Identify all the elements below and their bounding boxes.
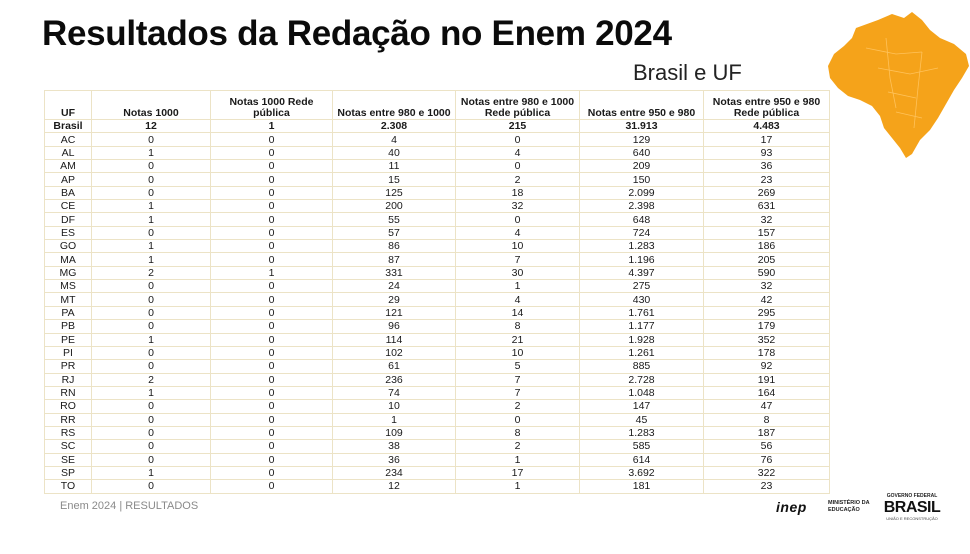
value-cell: 585 xyxy=(580,440,704,453)
value-cell: 0 xyxy=(211,240,333,253)
value-cell: 1.928 xyxy=(580,333,704,346)
gov-logo-top: GOVERNO FEDERAL xyxy=(886,493,938,499)
value-cell: 8 xyxy=(456,426,580,439)
value-cell: 21 xyxy=(456,333,580,346)
value-cell: 7 xyxy=(456,253,580,266)
uf-cell: MG xyxy=(45,266,92,279)
value-cell: 57 xyxy=(333,226,456,239)
uf-cell: GO xyxy=(45,240,92,253)
value-cell: 40 xyxy=(333,146,456,159)
value-cell: 164 xyxy=(704,386,830,399)
value-cell: 2.398 xyxy=(580,200,704,213)
value-cell: 10 xyxy=(456,240,580,253)
value-cell: 147 xyxy=(580,400,704,413)
table-row xyxy=(45,213,830,226)
value-cell: 0 xyxy=(211,253,333,266)
value-cell: 0 xyxy=(92,186,211,199)
value-cell: 30 xyxy=(456,266,580,279)
value-cell: 150 xyxy=(580,173,704,186)
value-cell: 0 xyxy=(456,133,580,146)
value-cell: 1.283 xyxy=(580,240,704,253)
value-cell: 0 xyxy=(211,160,333,173)
value-cell: 1 xyxy=(92,240,211,253)
page-subtitle: Brasil e UF xyxy=(633,60,742,85)
value-cell: 0 xyxy=(211,400,333,413)
value-cell: 32 xyxy=(456,200,580,213)
value-cell: 269 xyxy=(704,186,830,199)
value-cell: 96 xyxy=(333,320,456,333)
value-cell: 12 xyxy=(333,480,456,493)
table-row xyxy=(45,426,830,439)
value-cell: 102 xyxy=(333,346,456,359)
value-cell: 1.261 xyxy=(580,346,704,359)
value-cell: 590 xyxy=(704,266,830,279)
value-cell: 0 xyxy=(211,466,333,479)
value-cell: 0 xyxy=(211,373,333,386)
value-cell: 4 xyxy=(333,133,456,146)
value-cell: 631 xyxy=(704,200,830,213)
value-cell: 0 xyxy=(92,480,211,493)
value-cell: 0 xyxy=(211,440,333,453)
value-cell: 0 xyxy=(456,213,580,226)
value-cell: 295 xyxy=(704,306,830,319)
value-cell: 1 xyxy=(92,146,211,159)
uf-cell: SE xyxy=(45,453,92,466)
table-row xyxy=(45,146,830,159)
value-cell: 1 xyxy=(92,466,211,479)
value-cell: 234 xyxy=(333,466,456,479)
value-cell: 2 xyxy=(456,440,580,453)
value-cell: 4.483 xyxy=(704,120,830,133)
value-cell: 0 xyxy=(211,133,333,146)
value-cell: 61 xyxy=(333,360,456,373)
governo-federal-logo xyxy=(882,493,942,521)
value-cell: 0 xyxy=(92,360,211,373)
value-cell: 1 xyxy=(92,213,211,226)
uf-cell: RJ xyxy=(45,373,92,386)
value-cell: 93 xyxy=(704,146,830,159)
value-cell: 18 xyxy=(456,186,580,199)
value-cell: 236 xyxy=(333,373,456,386)
value-cell: 1 xyxy=(456,280,580,293)
value-cell: 0 xyxy=(92,280,211,293)
value-cell: 0 xyxy=(211,306,333,319)
gov-logo-bottom: UNIÃO E RECONSTRUÇÃO xyxy=(886,516,938,521)
value-cell: 191 xyxy=(704,373,830,386)
table-row xyxy=(45,440,830,453)
table-row xyxy=(45,320,830,333)
value-cell: 1 xyxy=(92,333,211,346)
value-cell: 0 xyxy=(92,320,211,333)
value-cell: 2.099 xyxy=(580,186,704,199)
value-cell: 17 xyxy=(456,466,580,479)
table-row xyxy=(45,186,830,199)
value-cell: 614 xyxy=(580,453,704,466)
value-cell: 1.196 xyxy=(580,253,704,266)
value-cell: 1.048 xyxy=(580,386,704,399)
value-cell: 0 xyxy=(211,146,333,159)
value-cell: 0 xyxy=(211,200,333,213)
value-cell: 179 xyxy=(704,320,830,333)
value-cell: 352 xyxy=(704,333,830,346)
value-cell: 430 xyxy=(580,293,704,306)
table-header-row xyxy=(45,91,830,120)
value-cell: 15 xyxy=(333,173,456,186)
uf-cell: RN xyxy=(45,386,92,399)
value-cell: 36 xyxy=(704,160,830,173)
value-cell: 178 xyxy=(704,346,830,359)
value-cell: 36 xyxy=(333,453,456,466)
value-cell: 181 xyxy=(580,480,704,493)
value-cell: 55 xyxy=(333,213,456,226)
value-cell: 724 xyxy=(580,226,704,239)
uf-cell: RO xyxy=(45,400,92,413)
value-cell: 187 xyxy=(704,426,830,439)
table-row xyxy=(45,466,830,479)
table-row xyxy=(45,360,830,373)
uf-cell: SP xyxy=(45,466,92,479)
value-cell: 0 xyxy=(211,386,333,399)
column-header: UF xyxy=(45,91,92,120)
value-cell: 38 xyxy=(333,440,456,453)
table-row xyxy=(45,400,830,413)
table-row xyxy=(45,253,830,266)
value-cell: 2.728 xyxy=(580,373,704,386)
value-cell: 0 xyxy=(211,346,333,359)
value-cell: 186 xyxy=(704,240,830,253)
value-cell: 0 xyxy=(211,226,333,239)
value-cell: 0 xyxy=(92,426,211,439)
value-cell: 1 xyxy=(456,453,580,466)
column-header: Notas entre 980 e 1000 xyxy=(333,91,456,120)
value-cell: 1.177 xyxy=(580,320,704,333)
table-row xyxy=(45,266,830,279)
uf-cell: PA xyxy=(45,306,92,319)
value-cell: 205 xyxy=(704,253,830,266)
column-header: Notas entre 950 e 980 xyxy=(580,91,704,120)
value-cell: 10 xyxy=(333,400,456,413)
table-row xyxy=(45,133,830,146)
uf-cell: RR xyxy=(45,413,92,426)
value-cell: 23 xyxy=(704,173,830,186)
mec-logo xyxy=(828,500,870,514)
value-cell: 17 xyxy=(704,133,830,146)
value-cell: 74 xyxy=(333,386,456,399)
uf-cell: AP xyxy=(45,173,92,186)
value-cell: 92 xyxy=(704,360,830,373)
value-cell: 1.283 xyxy=(580,426,704,439)
mec-logo-line: MINISTÉRIO DA xyxy=(828,500,870,506)
table-row xyxy=(45,226,830,239)
value-cell: 0 xyxy=(92,440,211,453)
value-cell: 0 xyxy=(92,226,211,239)
value-cell: 4 xyxy=(456,293,580,306)
uf-cell: MA xyxy=(45,253,92,266)
table-row xyxy=(45,346,830,359)
table-row xyxy=(45,373,830,386)
value-cell: 0 xyxy=(92,173,211,186)
value-cell: 0 xyxy=(211,333,333,346)
value-cell: 7 xyxy=(456,386,580,399)
value-cell: 275 xyxy=(580,280,704,293)
value-cell: 3.692 xyxy=(580,466,704,479)
value-cell: 10 xyxy=(456,346,580,359)
value-cell: 5 xyxy=(456,360,580,373)
value-cell: 42 xyxy=(704,293,830,306)
mec-logo-line: EDUCAÇÃO xyxy=(828,507,860,513)
value-cell: 125 xyxy=(333,186,456,199)
value-cell: 0 xyxy=(92,160,211,173)
column-header: Notas entre 950 e 980 Rede pública xyxy=(704,91,830,120)
value-cell: 1.761 xyxy=(580,306,704,319)
uf-cell: AM xyxy=(45,160,92,173)
uf-cell: BA xyxy=(45,186,92,199)
table-row xyxy=(45,200,830,213)
uf-cell: PR xyxy=(45,360,92,373)
value-cell: 648 xyxy=(580,213,704,226)
value-cell: 12 xyxy=(92,120,211,133)
value-cell: 0 xyxy=(92,453,211,466)
value-cell: 2 xyxy=(456,173,580,186)
uf-cell: ES xyxy=(45,226,92,239)
value-cell: 0 xyxy=(211,320,333,333)
table-row xyxy=(45,333,830,346)
value-cell: 640 xyxy=(580,146,704,159)
value-cell: 0 xyxy=(211,280,333,293)
value-cell: 14 xyxy=(456,306,580,319)
table-row xyxy=(45,160,830,173)
value-cell: 4.397 xyxy=(580,266,704,279)
table-row xyxy=(45,240,830,253)
value-cell: 0 xyxy=(456,160,580,173)
value-cell: 0 xyxy=(456,413,580,426)
value-cell: 8 xyxy=(456,320,580,333)
value-cell: 4 xyxy=(456,226,580,239)
uf-cell: DF xyxy=(45,213,92,226)
value-cell: 0 xyxy=(211,293,333,306)
table-row xyxy=(45,306,830,319)
value-cell: 32 xyxy=(704,213,830,226)
uf-cell: PE xyxy=(45,333,92,346)
table-row xyxy=(45,480,830,493)
value-cell: 8 xyxy=(704,413,830,426)
uf-cell: PB xyxy=(45,320,92,333)
value-cell: 32 xyxy=(704,280,830,293)
table-row xyxy=(45,386,830,399)
value-cell: 322 xyxy=(704,466,830,479)
value-cell: 1 xyxy=(211,120,333,133)
brazil-map-icon xyxy=(826,8,970,158)
column-header: Notas 1000 xyxy=(92,91,211,120)
value-cell: 76 xyxy=(704,453,830,466)
value-cell: 200 xyxy=(333,200,456,213)
column-header: Notas 1000 Rede pública xyxy=(211,91,333,120)
value-cell: 2 xyxy=(92,373,211,386)
table-row xyxy=(45,120,830,133)
uf-cell: TO xyxy=(45,480,92,493)
value-cell: 0 xyxy=(211,213,333,226)
value-cell: 114 xyxy=(333,333,456,346)
uf-cell: SC xyxy=(45,440,92,453)
value-cell: 0 xyxy=(92,293,211,306)
value-cell: 0 xyxy=(92,400,211,413)
value-cell: 0 xyxy=(211,186,333,199)
value-cell: 4 xyxy=(456,146,580,159)
table-row xyxy=(45,173,830,186)
footer-text: Enem 2024 | RESULTADOS xyxy=(60,500,199,512)
uf-cell: AC xyxy=(45,133,92,146)
value-cell: 2.308 xyxy=(333,120,456,133)
gov-logo-main: BRASIL xyxy=(883,499,941,516)
value-cell: 24 xyxy=(333,280,456,293)
value-cell: 0 xyxy=(211,413,333,426)
value-cell: 11 xyxy=(333,160,456,173)
value-cell: 109 xyxy=(333,426,456,439)
value-cell: 31.913 xyxy=(580,120,704,133)
value-cell: 129 xyxy=(580,133,704,146)
uf-cell: RS xyxy=(45,426,92,439)
value-cell: 0 xyxy=(211,173,333,186)
value-cell: 885 xyxy=(580,360,704,373)
value-cell: 0 xyxy=(211,480,333,493)
value-cell: 0 xyxy=(211,360,333,373)
value-cell: 2 xyxy=(92,266,211,279)
value-cell: 1 xyxy=(211,266,333,279)
value-cell: 1 xyxy=(333,413,456,426)
value-cell: 0 xyxy=(92,133,211,146)
value-cell: 0 xyxy=(92,306,211,319)
table-row xyxy=(45,280,830,293)
uf-cell: MT xyxy=(45,293,92,306)
value-cell: 86 xyxy=(333,240,456,253)
uf-cell: MS xyxy=(45,280,92,293)
uf-cell: PI xyxy=(45,346,92,359)
value-cell: 157 xyxy=(704,226,830,239)
value-cell: 29 xyxy=(333,293,456,306)
page-title: Resultados da Redação no Enem 2024 xyxy=(42,14,672,53)
value-cell: 47 xyxy=(704,400,830,413)
results-table xyxy=(44,90,830,494)
value-cell: 23 xyxy=(704,480,830,493)
value-cell: 56 xyxy=(704,440,830,453)
uf-cell: Brasil xyxy=(45,120,92,133)
value-cell: 2 xyxy=(456,400,580,413)
uf-cell: AL xyxy=(45,146,92,159)
value-cell: 0 xyxy=(92,346,211,359)
value-cell: 215 xyxy=(456,120,580,133)
inep-logo: inep xyxy=(776,499,807,515)
value-cell: 1 xyxy=(92,253,211,266)
value-cell: 331 xyxy=(333,266,456,279)
value-cell: 45 xyxy=(580,413,704,426)
value-cell: 1 xyxy=(456,480,580,493)
table-row xyxy=(45,453,830,466)
value-cell: 1 xyxy=(92,386,211,399)
value-cell: 0 xyxy=(211,453,333,466)
value-cell: 209 xyxy=(580,160,704,173)
table-row xyxy=(45,413,830,426)
table-row xyxy=(45,293,830,306)
uf-cell: CE xyxy=(45,200,92,213)
value-cell: 0 xyxy=(92,413,211,426)
value-cell: 7 xyxy=(456,373,580,386)
value-cell: 0 xyxy=(211,426,333,439)
value-cell: 1 xyxy=(92,200,211,213)
value-cell: 121 xyxy=(333,306,456,319)
value-cell: 87 xyxy=(333,253,456,266)
column-header: Notas entre 980 e 1000 Rede pública xyxy=(456,91,580,120)
